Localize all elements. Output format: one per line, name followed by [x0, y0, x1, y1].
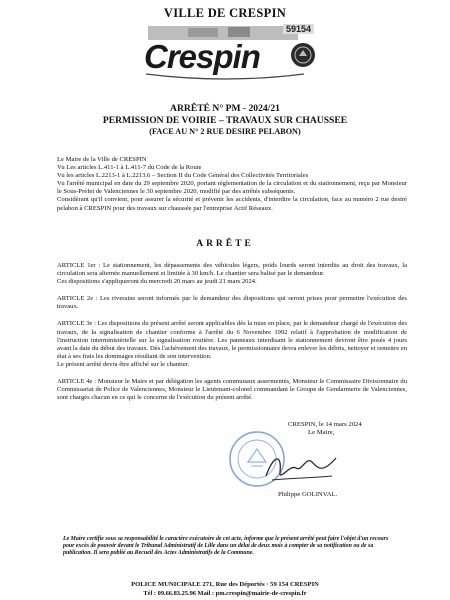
signature-place-date: CRESPIN, le 14 mars 2024 [288, 421, 362, 428]
decree-title: PERMISSION DE VOIRIE – TRAVAUX SUR CHAUSSEE [102, 115, 348, 126]
signer-name: Philippe GOLINVAL. [278, 491, 338, 498]
town-seal-icon [290, 42, 316, 68]
arrete-heading: ARRÊTE [196, 239, 254, 249]
town-logo [128, 22, 322, 80]
signature-role: Le Maire, [308, 429, 335, 437]
article-1-text: ARTICLE 1er : Le stationnement, les dépassements des véhicules légers, poids lourds seront interdits au droit des travaux, la circulation sera alternée manuellement et limitée à 30 km/h. Le chantier sera balisé par le demandeur. [57, 262, 407, 278]
article-2-text: ARTICLE 2e : Les riverains seront informés par le demandeur des dispositions qui seront prises pour permettre l'exécution des travaux. [57, 295, 407, 311]
article-3-posting: Le présent arrêté devra être affiché sur le chantier. [57, 360, 190, 368]
preamble-mayor: Le Maire de la Ville de CRESPIN [57, 156, 147, 163]
preamble-line: Considérant qu'il convient, pour assurer la sécurité et prévenir les accidents, d'interdire la circulation, face au numéro 2 rue desiré pelabon à CRESPIN pour des travaux sur chaussée par l'entreprise Actif Réseaux. [57, 196, 407, 212]
decree-subtitle: (FACE AU N° 2 RUE DESIRE PELABON) [149, 127, 301, 136]
footer-address: POLICE MUNICIPALE 271, Rue des Déportés · 59 154 CRESPIN [131, 581, 319, 588]
preamble [57, 156, 407, 213]
preamble-line: Vu les articles L.2213-1 à L.2213.6 – Section II du Code Général des Collectivités Territoriales [57, 172, 309, 180]
signature-block [288, 421, 362, 437]
preamble-line: Vu Les articles L.411-1 à L.411-7 du Code de la Route [57, 164, 202, 172]
preamble-line: Vu l'arrêté municipal en date du 29 septembre 2020, portant réglementation de la circulation et du stationnement, reçu par Monsieur le Sous-Préfet de Valenciennes le 30 septembre 2020, modifié par des arrêtés subséquents. [57, 180, 407, 196]
footer-contact: Tél : 09.66.83.25.96 Mail : pm.crespin@mairie-de-crespin.fr [143, 590, 307, 597]
legal-notice: Le Maire certifie sous sa responsabilité le caractère exécutoire de cet acte, informe que le présent arrêté peut faire l'objet d'un recours pour excès de pouvoir devant le Tribunal Administratif de Lille dans un délai de deux mois à compter de sa notification ou de sa publication. Il sera publié au Recueil des Actes Administratifs de la Commune. [63, 536, 389, 556]
decree-number: ARRÊTÉ N° PM - 2024/21 [170, 103, 280, 114]
logo-wordmark: Crespin [144, 38, 260, 75]
article-2 [57, 295, 407, 311]
article-1-dates: Ces dispositions s'appliqueront du mercredi 20 mars au jeudi 21 mars 2024. [57, 278, 257, 286]
article-4 [57, 378, 407, 402]
articles [57, 262, 407, 411]
article-1 [57, 262, 407, 286]
article-4-text: ARTICLE 4e : Monsieur le Maire et par délégation les agents communaux assermentés, Monsieur le Commissaire Divisionnaire du Commissariat de Police de Valenciennes, Monsieur le Lieutenant-colonel commandant le Groupe de Gendarmerie de Valenciennes, sont chargés chacun en ce qui le concerne de l'exécution du présent arrêté. [57, 378, 407, 402]
article-3 [57, 320, 407, 369]
handwritten-signature [262, 448, 340, 488]
logo-postcode: 59154 [283, 24, 314, 34]
article-3-text: ARTICLE 3e : Les dispositions du présent arrêté seront applicables dès la mise en place, par le demandeur chargé de l'exécution des travaux, de la signalisation de chantier conforme à l'arrêté du 6 Novembre 1992 relatif à l'approbation de modification de l'instruction interministérielle sur la signalisation routière. Les panneaux interdisant le stationnement devront être posés 4 jours avant la date du début des travaux. Dès l'achèvement des travaux, le permissionnaire devra enlever les débris, nettoyer et remettre en état à ses frais les dommages résultant de son intervention. [57, 320, 407, 360]
town-title: VILLE DE CRESPIN [163, 6, 287, 20]
